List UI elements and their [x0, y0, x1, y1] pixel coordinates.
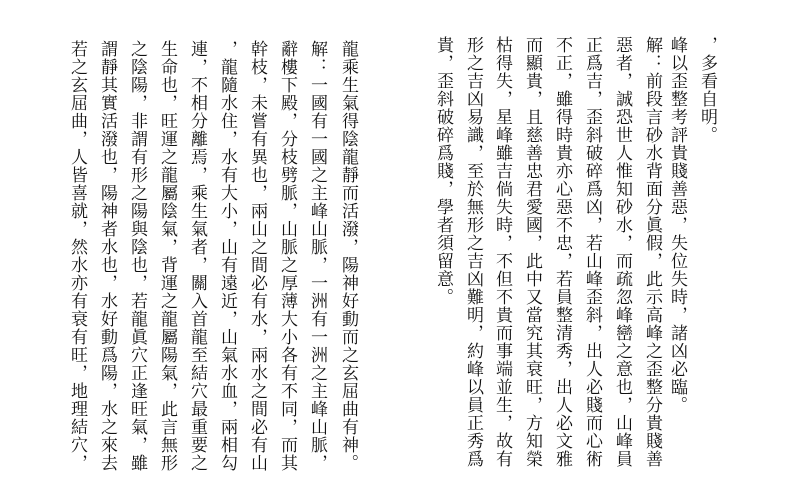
- text-column: 謂靜其實活潑也，陽神者水也，水好動爲陽，水之來去: [97, 40, 117, 472]
- text-column: 正爲吉，歪斜破碎爲凶，若山峰歪斜，出人必賤而心術: [582, 36, 602, 468]
- text-column: 枯得失，星峰雖吉倘失時，不但不貴而事端並生，故有: [492, 36, 512, 468]
- text-column: 之陰陽，非謂有形之陽與陰也，若龍眞穴正逢旺氣，雖: [127, 40, 147, 472]
- text-column: 而顯貴，且慈善忠君愛國，此中又當究其衰旺，方知榮: [522, 36, 542, 468]
- text-column: 形之吉凶易識，至於無形之吉凶難明，約峰以員正秀爲: [463, 36, 483, 468]
- text-column: 貴，歪斜破碎爲賤，學者須留意。: [433, 36, 453, 306]
- text-column: 龍乘生氣得陰龍靜而活潑，陽神好動而之玄屈曲有神。: [338, 40, 358, 472]
- text-column: 解：前段言砂水背面分眞假，此示高峰之歪整分貴賤善: [642, 36, 662, 468]
- text-column: 幹枝，未嘗有異也，兩山之間必有水，兩水之間必有山: [247, 40, 267, 472]
- text-column: 若之玄屈曲，人皆喜就，然水亦有衰有旺，地理結穴，: [67, 40, 87, 472]
- text-column: 峰以歪整考評貴賤善惡，失位失時，諸凶必臨。: [667, 36, 687, 414]
- text-column: 連，不相分離焉，乘生氣者，關入首龍至結穴最重要之: [187, 40, 207, 472]
- text-column: 不正，雖得時貴亦心惡不忠，若員整清秀，出人必文雅: [552, 36, 572, 468]
- text-column: 惡者，誠恐世人惟知砂水，而疏忽峰巒之意也，山峰員: [612, 36, 632, 468]
- text-column: 生命也，旺運之龍屬陰氣，背運之龍屬陽氣，此言無形: [157, 40, 177, 472]
- text-column: 解：一國有一國之主峰山脈，一洲有一洲之主峰山脈，: [307, 40, 327, 472]
- text-column: ，龍隨水住，水有大小，山有遠近，山氣水血，兩相勾: [217, 40, 237, 472]
- text-column: 辭樓下殿，分枝劈脈，山脈之厚薄大小各有不同，而其: [277, 40, 297, 472]
- text-column: ，多看自明。: [697, 36, 717, 144]
